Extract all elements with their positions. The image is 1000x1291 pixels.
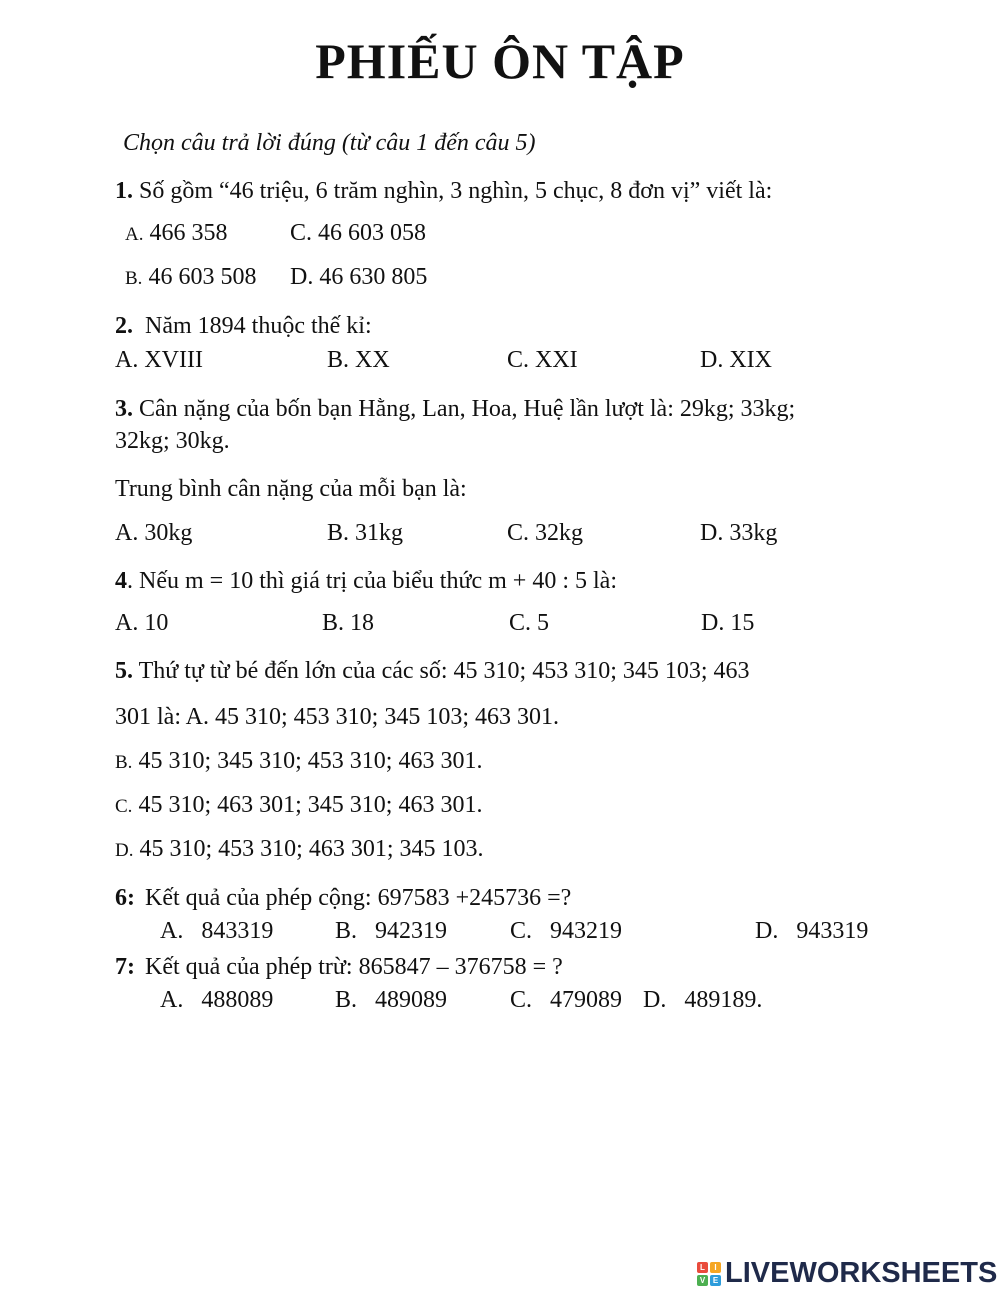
question-6-text bbox=[115, 886, 571, 910]
option-a[interactable]: A. XVIII bbox=[115, 347, 203, 373]
question-stem: Kết quả của phép trừ: 865847 – 376758 = ? bbox=[145, 954, 563, 980]
question-4-text bbox=[115, 569, 617, 593]
option-b[interactable]: B. 18 bbox=[322, 610, 375, 636]
question-stem: Số gồm “46 triệu, 6 trăm nghìn, 3 nghìn, 5 chục, 8 đơn vị” viết là: bbox=[139, 178, 773, 204]
option-text: 45 310; 453 310; 463 301; 345 103. bbox=[139, 836, 484, 862]
option-c[interactable]: C. 32kg bbox=[507, 520, 584, 546]
question-stem: Thứ tự từ bé đến lớn của các số: 45 310; 453 310; 345 103; 463 bbox=[138, 658, 750, 684]
logo-cell: V bbox=[697, 1275, 708, 1286]
question-3-text bbox=[115, 397, 795, 421]
option-d[interactable]: D. XIX bbox=[700, 347, 772, 373]
question-7-text bbox=[115, 955, 563, 979]
option-a[interactable]: A. 843319 bbox=[160, 918, 274, 944]
option-c[interactable] bbox=[115, 793, 482, 817]
question-stem: Kết quả của phép cộng: 697583 +245736 =? bbox=[145, 885, 572, 911]
question-number: 6: bbox=[115, 885, 135, 911]
question-stem: Cân nặng của bốn bạn Hằng, Lan, Hoa, Huệ lần lượt là: 29kg; 33kg; bbox=[139, 396, 796, 422]
option-b[interactable] bbox=[115, 749, 482, 773]
question-number: 5. bbox=[115, 658, 133, 684]
option-letter: C. bbox=[115, 796, 133, 817]
option-d[interactable]: D. 489189. bbox=[643, 987, 763, 1013]
option-c[interactable]: C. 46 603 058 bbox=[290, 220, 427, 246]
option-d[interactable]: D. 33kg bbox=[700, 520, 778, 546]
option-c[interactable]: C. 943219 bbox=[510, 918, 623, 944]
option-a[interactable] bbox=[125, 221, 227, 245]
logo-cell: L bbox=[697, 1262, 708, 1273]
question-number: 7: bbox=[115, 954, 135, 980]
option-b[interactable] bbox=[125, 265, 256, 289]
logo-cell: E bbox=[710, 1275, 721, 1286]
logo-text: LIVEWORKSHEETS bbox=[725, 1257, 998, 1289]
option-d[interactable]: D. 46 630 805 bbox=[290, 264, 428, 290]
question-number: 3. bbox=[115, 396, 133, 422]
option-b[interactable]: B. 942319 bbox=[335, 918, 448, 944]
logo-mark-icon bbox=[697, 1262, 721, 1286]
option-d[interactable]: D. 15 bbox=[701, 610, 755, 636]
option-a[interactable]: A. 488089 bbox=[160, 987, 274, 1013]
option-c[interactable]: C. 479089 bbox=[510, 987, 623, 1013]
option-b[interactable]: B. 31kg bbox=[327, 520, 404, 546]
option-c[interactable]: C. XXI bbox=[507, 347, 578, 373]
question-stem: . Nếu m = 10 thì giá trị của biểu thức m + 40 : 5 là: bbox=[127, 568, 617, 594]
question-2-text bbox=[115, 314, 372, 338]
option-d[interactable] bbox=[115, 837, 484, 861]
question-3-prompt: Trung bình cân nặng của mỗi bạn là: bbox=[115, 476, 467, 502]
page-title: PHIẾU ÔN TẬP bbox=[315, 33, 685, 89]
question-stem: Năm 1894 thuộc thế kỉ: bbox=[145, 313, 372, 339]
question-3-text-continued: 32kg; 30kg. bbox=[115, 428, 230, 454]
liveworksheets-logo bbox=[697, 1257, 997, 1290]
option-b[interactable]: B. XX bbox=[327, 347, 390, 373]
option-a[interactable]: A. 10 bbox=[115, 610, 169, 636]
option-text: 46 603 508 bbox=[148, 264, 257, 290]
option-letter: B. bbox=[115, 752, 133, 773]
option-text: 45 310; 463 301; 345 310; 463 301. bbox=[138, 792, 483, 818]
option-b[interactable]: B. 489089 bbox=[335, 987, 448, 1013]
option-text: 466 358 bbox=[149, 220, 228, 246]
instruction: Chọn câu trả lời đúng (từ câu 1 đến câu 5) bbox=[123, 130, 536, 156]
option-letter: A. bbox=[125, 224, 144, 245]
option-letter: D. bbox=[115, 840, 134, 861]
question-5-text-continued: 301 là: A. 45 310; 453 310; 345 103; 463 301. bbox=[115, 704, 559, 730]
option-letter: B. bbox=[125, 268, 143, 289]
option-c[interactable]: C. 5 bbox=[509, 610, 550, 636]
option-a[interactable]: A. 30kg bbox=[115, 520, 193, 546]
option-d[interactable]: D. 943319 bbox=[755, 918, 869, 944]
question-5-text bbox=[115, 659, 750, 683]
logo-cell: I bbox=[710, 1262, 721, 1273]
question-number: 2. bbox=[115, 313, 133, 339]
question-1-text bbox=[115, 179, 772, 203]
option-text: 45 310; 345 310; 453 310; 463 301. bbox=[138, 748, 483, 774]
question-number: 4 bbox=[115, 568, 127, 594]
question-number: 1. bbox=[115, 178, 133, 204]
